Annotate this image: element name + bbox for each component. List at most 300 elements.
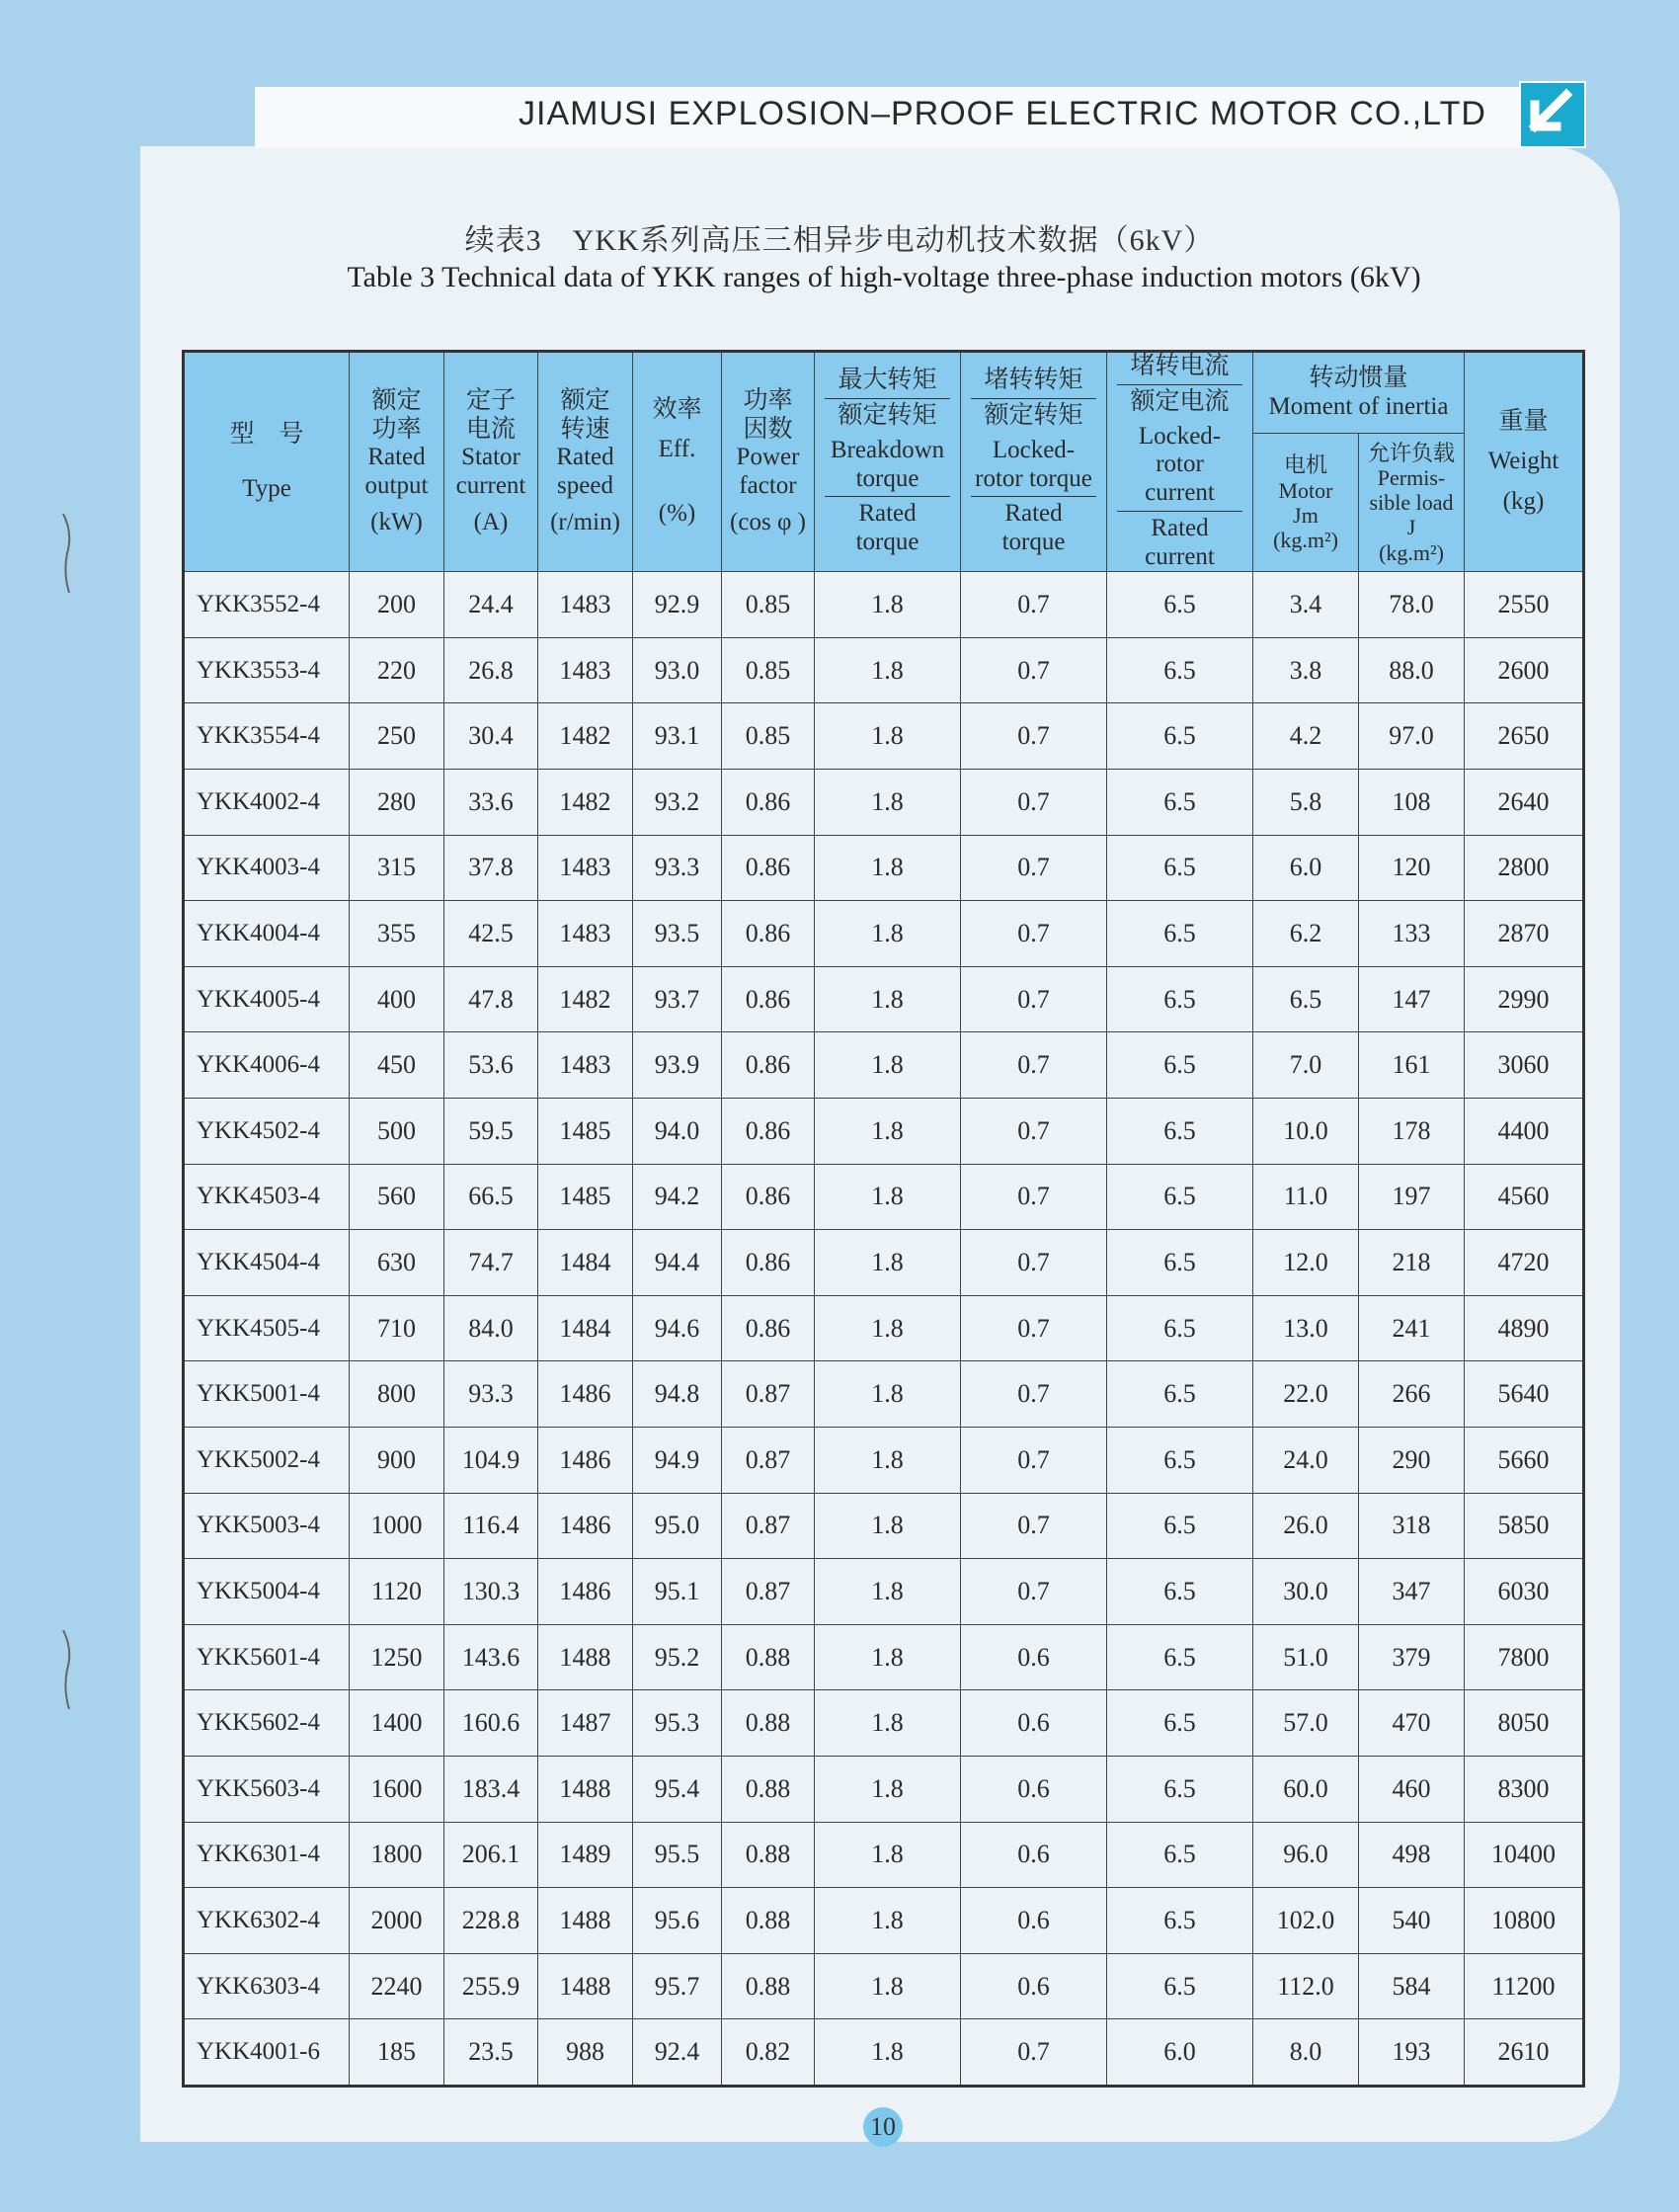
table-cell: 6.5 (1107, 1427, 1253, 1493)
table-cell: 4560 (1465, 1164, 1584, 1230)
table-cell: 6.0 (1107, 2019, 1253, 2087)
table-cell: 0.88 (722, 1888, 815, 1954)
table-cell: 0.85 (722, 572, 815, 638)
table-cell: 1486 (538, 1427, 633, 1493)
table-cell: 1483 (538, 901, 633, 967)
table-cell: 0.7 (961, 1099, 1107, 1165)
table-cell: 800 (350, 1361, 444, 1428)
table-cell: 630 (350, 1230, 444, 1296)
table-cell: 37.8 (444, 835, 538, 901)
table-cell: 33.6 (444, 770, 538, 836)
table-cell: 0.7 (961, 572, 1107, 638)
table-cell-type: YKK4006-4 (184, 1032, 350, 1099)
table-cell: 26.8 (444, 637, 538, 703)
table-row (184, 637, 1584, 703)
table-cell: 0.86 (722, 1164, 815, 1230)
table-cell: 6.5 (1107, 901, 1253, 967)
table-cell: 450 (350, 1032, 444, 1099)
table-cell: 228.8 (444, 1888, 538, 1954)
col-header-locked-rotor-current: 堵转电流 额定电流 Locked-rotor current Rated current (1107, 352, 1253, 572)
table-cell: 10400 (1465, 1822, 1584, 1888)
table-cell-type: YKK5001-4 (184, 1361, 350, 1428)
table-cell: 5850 (1465, 1493, 1584, 1559)
table-cell: 0.88 (722, 1690, 815, 1757)
table-cell: 133 (1359, 901, 1465, 967)
table-cell-type: YKK5004-4 (184, 1559, 350, 1625)
table-cell: 96.0 (1253, 1822, 1359, 1888)
table-cell: 560 (350, 1164, 444, 1230)
table-cell: 200 (350, 572, 444, 638)
table-cell: 7.0 (1253, 1032, 1359, 1099)
table-cell: 6.5 (1107, 1032, 1253, 1099)
table-cell: 97.0 (1359, 703, 1465, 770)
table-cell: 1000 (350, 1493, 444, 1559)
table-cell: 0.6 (961, 1888, 1107, 1954)
table-cell: 1.8 (815, 1756, 961, 1822)
table-cell: 1.8 (815, 1032, 961, 1099)
table-row (184, 1822, 1584, 1888)
table-cell: 0.7 (961, 703, 1107, 770)
table-cell: 0.87 (722, 1427, 815, 1493)
table-cell: 6.5 (1107, 1099, 1253, 1165)
table-cell: 315 (350, 835, 444, 901)
table-cell: 1.8 (815, 1953, 961, 2019)
table-cell-type: YKK4504-4 (184, 1230, 350, 1296)
table-cell: 8050 (1465, 1690, 1584, 1757)
table-cell-type: YKK5603-4 (184, 1756, 350, 1822)
table-cell: 147 (1359, 966, 1465, 1032)
table-cell: 116.4 (444, 1493, 538, 1559)
table-title-en: Table 3 Technical data of YKK ranges of high-voltage three-phase induction motors (6kV) (347, 261, 1421, 293)
table-cell: 30.0 (1253, 1559, 1359, 1625)
table-cell: 1485 (538, 1164, 633, 1230)
table-cell: 30.4 (444, 703, 538, 770)
table-cell: 206.1 (444, 1822, 538, 1888)
table-cell: 1400 (350, 1690, 444, 1757)
table-cell: 1488 (538, 1624, 633, 1690)
table-cell: 160.6 (444, 1690, 538, 1757)
table-cell: 584 (1359, 1953, 1465, 2019)
table-cell: 6.5 (1107, 1690, 1253, 1757)
table-cell: 93.5 (633, 901, 722, 967)
table-cell: 74.7 (444, 1230, 538, 1296)
table-cell: 0.87 (722, 1559, 815, 1625)
table-cell: 95.4 (633, 1756, 722, 1822)
table-cell: 1.8 (815, 1164, 961, 1230)
table-cell: 1.8 (815, 572, 961, 638)
table-cell: 1.8 (815, 835, 961, 901)
table-cell: 95.1 (633, 1559, 722, 1625)
table-cell-type: YKK4001-6 (184, 2019, 350, 2087)
table-cell: 1.8 (815, 637, 961, 703)
page-number: 10 (863, 2107, 903, 2147)
table-cell: 23.5 (444, 2019, 538, 2087)
table-cell: 6.5 (1107, 703, 1253, 770)
table-cell: 0.86 (722, 966, 815, 1032)
table-cell: 0.86 (722, 1295, 815, 1361)
table-cell-type: YKK4004-4 (184, 901, 350, 967)
table-cell: 3.8 (1253, 637, 1359, 703)
table-cell: 1800 (350, 1822, 444, 1888)
table-cell: 318 (1359, 1493, 1465, 1559)
table-cell: 1488 (538, 1953, 633, 2019)
table-cell: 1.8 (815, 901, 961, 967)
table-cell: 0.6 (961, 1690, 1107, 1757)
table-cell: 130.3 (444, 1559, 538, 1625)
table-cell: 266 (1359, 1361, 1465, 1428)
table-cell: 0.7 (961, 835, 1107, 901)
binding-staple-icon (59, 514, 75, 593)
table-cell: 2610 (1465, 2019, 1584, 2087)
table-cell: 0.7 (961, 1493, 1107, 1559)
table-cell: 7800 (1465, 1624, 1584, 1690)
table-cell: 6030 (1465, 1559, 1584, 1625)
table-cell: 94.6 (633, 1295, 722, 1361)
table-cell: 0.7 (961, 1427, 1107, 1493)
table-cell: 1485 (538, 1099, 633, 1165)
table-cell: 6.5 (1107, 637, 1253, 703)
table-cell: 0.6 (961, 1756, 1107, 1822)
table-cell: 6.5 (1107, 966, 1253, 1032)
table-row (184, 770, 1584, 836)
table-cell: 1486 (538, 1493, 633, 1559)
table-cell: 241 (1359, 1295, 1465, 1361)
table-cell: 1483 (538, 835, 633, 901)
table-cell: 95.5 (633, 1822, 722, 1888)
table-cell: 1600 (350, 1756, 444, 1822)
table-cell: 1488 (538, 1756, 633, 1822)
table-cell: 1.8 (815, 1624, 961, 1690)
table-cell: 1.8 (815, 703, 961, 770)
table-cell: 0.7 (961, 1164, 1107, 1230)
col-header-weight: 重量 Weight (kg) (1465, 352, 1584, 572)
col-header-inertia-load: 允许负载 Permis- sible load J (kg.m²) (1359, 434, 1465, 572)
table-row (184, 1624, 1584, 1690)
table-cell-type: YKK3553-4 (184, 637, 350, 703)
table-cell: 6.5 (1107, 1493, 1253, 1559)
table-cell: 95.0 (633, 1493, 722, 1559)
col-header-locked-rotor-torque: 堵转转矩 额定转矩 Locked- rotor torque Rated torque (961, 352, 1107, 572)
table-cell: 0.86 (722, 901, 815, 967)
table-cell: 0.87 (722, 1493, 815, 1559)
table-cell: 94.0 (633, 1099, 722, 1165)
table-cell: 400 (350, 966, 444, 1032)
table-title-cn: 续表3 YKK系列高压三相异步电动机技术数据（6kV） (464, 224, 1215, 257)
table-cell: 0.86 (722, 835, 815, 901)
table-cell: 6.5 (1107, 572, 1253, 638)
table-cell: 108 (1359, 770, 1465, 836)
table-cell: 92.4 (633, 2019, 722, 2087)
table-cell: 93.2 (633, 770, 722, 836)
table-cell: 94.2 (633, 1164, 722, 1230)
table-row (184, 835, 1584, 901)
col-header-breakdown-torque: 最大转矩 额定转矩 Breakdown torque Rated torque (815, 352, 961, 572)
table-cell: 93.3 (633, 835, 722, 901)
table-cell: 6.5 (1107, 1888, 1253, 1954)
table-cell: 94.9 (633, 1427, 722, 1493)
table-cell: 1.8 (815, 1427, 961, 1493)
table-cell-type: YKK6303-4 (184, 1953, 350, 2019)
col-header-type: 型 号 Type (184, 352, 350, 572)
table-cell: 280 (350, 770, 444, 836)
table-cell-type: YKK3552-4 (184, 572, 350, 638)
table-row (184, 572, 1584, 638)
table-cell: 10800 (1465, 1888, 1584, 1954)
table-cell: 1.8 (815, 1822, 961, 1888)
table-cell: 84.0 (444, 1295, 538, 1361)
table-cell: 6.5 (1107, 1756, 1253, 1822)
table-cell: 1483 (538, 572, 633, 638)
table-cell: 6.5 (1107, 835, 1253, 901)
table-cell: 347 (1359, 1559, 1465, 1625)
table-cell: 24.0 (1253, 1427, 1359, 1493)
table-cell: 3.4 (1253, 572, 1359, 638)
table-cell: 11200 (1465, 1953, 1584, 2019)
col-header-inertia-motor: 电机 Motor Jm (kg.m²) (1253, 434, 1359, 572)
table-cell: 6.5 (1107, 1559, 1253, 1625)
table-cell: 93.7 (633, 966, 722, 1032)
table-cell: 220 (350, 637, 444, 703)
table-cell: 1487 (538, 1690, 633, 1757)
table-cell: 6.5 (1107, 1953, 1253, 2019)
table-row (184, 1756, 1584, 1822)
table-row (184, 1295, 1584, 1361)
binding-staple-icon (59, 1630, 75, 1709)
table-cell: 1.8 (815, 2019, 961, 2087)
table-cell: 1482 (538, 770, 633, 836)
table-cell: 0.88 (722, 1953, 815, 2019)
table-cell-type: YKK5601-4 (184, 1624, 350, 1690)
table-cell: 1486 (538, 1361, 633, 1428)
table-cell: 0.7 (961, 966, 1107, 1032)
table-cell: 218 (1359, 1230, 1465, 1296)
table-cell: 540 (1359, 1888, 1465, 1954)
table-cell: 1.8 (815, 966, 961, 1032)
table-cell-type: YKK5003-4 (184, 1493, 350, 1559)
table-cell: 1.8 (815, 1493, 961, 1559)
col-header-current: 定子 电流 Stator current (A) (444, 352, 538, 572)
table-cell: 6.5 (1107, 1361, 1253, 1428)
table-cell: 94.4 (633, 1230, 722, 1296)
table-cell: 1120 (350, 1559, 444, 1625)
table-cell: 8300 (1465, 1756, 1584, 1822)
company-name: JIAMUSI EXPLOSION–PROOF ELECTRIC MOTOR CO.,LTD (519, 95, 1486, 132)
table-row (184, 1230, 1584, 1296)
table-cell: 1250 (350, 1624, 444, 1690)
table-cell-type: YKK5002-4 (184, 1427, 350, 1493)
table-cell: 2600 (1465, 637, 1584, 703)
table-cell: 60.0 (1253, 1756, 1359, 1822)
table-cell: 53.6 (444, 1032, 538, 1099)
table-row (184, 1361, 1584, 1428)
table-cell: 1483 (538, 1032, 633, 1099)
table-cell: 4.2 (1253, 703, 1359, 770)
table-cell: 1.8 (815, 1099, 961, 1165)
table-cell: 6.5 (1253, 966, 1359, 1032)
table-cell: 5.8 (1253, 770, 1359, 836)
table-cell: 5660 (1465, 1427, 1584, 1493)
table-cell: 0.85 (722, 637, 815, 703)
table-header (184, 352, 1584, 572)
table-cell: 6.0 (1253, 835, 1359, 901)
table-row (184, 703, 1584, 770)
table-cell: 1484 (538, 1295, 633, 1361)
table-cell: 0.86 (722, 1032, 815, 1099)
table-cell: 0.7 (961, 1361, 1107, 1428)
table-cell: 1.8 (815, 1295, 961, 1361)
table-cell: 0.7 (961, 2019, 1107, 2087)
table-cell: 197 (1359, 1164, 1465, 1230)
table-cell: 78.0 (1359, 572, 1465, 638)
table-row (184, 1953, 1584, 2019)
table-cell: 1.8 (815, 1361, 961, 1428)
table-cell: 183.4 (444, 1756, 538, 1822)
table-cell: 57.0 (1253, 1690, 1359, 1757)
table-cell: 460 (1359, 1756, 1465, 1822)
table-cell: 112.0 (1253, 1953, 1359, 2019)
table-cell: 0.7 (961, 1295, 1107, 1361)
col-header-speed: 额定 转速 Rated speed (r/min) (538, 352, 633, 572)
table-cell: 0.7 (961, 637, 1107, 703)
table-row (184, 1888, 1584, 1954)
table-cell: 93.3 (444, 1361, 538, 1428)
table-row (184, 966, 1584, 1032)
table-cell: 2550 (1465, 572, 1584, 638)
table-cell: 0.86 (722, 770, 815, 836)
table-cell: 0.7 (961, 901, 1107, 967)
table-cell: 0.7 (961, 770, 1107, 836)
table-cell: 104.9 (444, 1427, 538, 1493)
table-cell: 0.88 (722, 1822, 815, 1888)
table-cell: 88.0 (1359, 637, 1465, 703)
table-cell: 161 (1359, 1032, 1465, 1099)
table-cell: 1489 (538, 1822, 633, 1888)
table-cell: 710 (350, 1295, 444, 1361)
table-cell: 92.9 (633, 572, 722, 638)
table-row (184, 1559, 1584, 1625)
col-header-inertia: 转动惯量 Moment of inertia (1253, 352, 1465, 434)
table-row (184, 1690, 1584, 1757)
table-cell: 4890 (1465, 1295, 1584, 1361)
table-cell: 51.0 (1253, 1624, 1359, 1690)
table-cell-type: YKK5602-4 (184, 1690, 350, 1757)
table-cell: 95.2 (633, 1624, 722, 1690)
table-cell: 1.8 (815, 1888, 961, 1954)
table-cell-type: YKK4005-4 (184, 966, 350, 1032)
table-cell: 3060 (1465, 1032, 1584, 1099)
col-header-power-factor: 功率 因数 Power factor (cos φ ) (722, 352, 815, 572)
table-cell: 0.88 (722, 1624, 815, 1690)
table-cell: 0.6 (961, 1822, 1107, 1888)
table-row (184, 1164, 1584, 1230)
table-cell-type: YKK6301-4 (184, 1822, 350, 1888)
table-cell-type: YKK3554-4 (184, 703, 350, 770)
table-cell-type: YKK6302-4 (184, 1888, 350, 1954)
table-row (184, 1099, 1584, 1165)
table-cell: 6.5 (1107, 1164, 1253, 1230)
table-cell: 178 (1359, 1099, 1465, 1165)
table-cell: 6.2 (1253, 901, 1359, 967)
table-cell: 8.0 (1253, 2019, 1359, 2087)
table-cell: 10.0 (1253, 1099, 1359, 1165)
table-cell-type: YKK4502-4 (184, 1099, 350, 1165)
table-cell: 900 (350, 1427, 444, 1493)
table-cell: 4720 (1465, 1230, 1584, 1296)
table-body (184, 572, 1584, 2087)
table-cell: 6.5 (1107, 1624, 1253, 1690)
table-cell: 59.5 (444, 1099, 538, 1165)
table-cell: 1484 (538, 1230, 633, 1296)
table-cell: 255.9 (444, 1953, 538, 2019)
table-cell-type: YKK4003-4 (184, 835, 350, 901)
table-cell: 1.8 (815, 1690, 961, 1757)
col-header-output: 额定 功率 Rated output (kW) (350, 352, 444, 572)
table-cell: 102.0 (1253, 1888, 1359, 1954)
table-cell: 0.7 (961, 1032, 1107, 1099)
table-cell: 26.0 (1253, 1493, 1359, 1559)
table-cell: 6.5 (1107, 1295, 1253, 1361)
table-cell: 0.7 (961, 1559, 1107, 1625)
motor-data-table (182, 350, 1585, 2088)
table-cell: 143.6 (444, 1624, 538, 1690)
table-cell: 0.87 (722, 1361, 815, 1428)
table-cell: 498 (1359, 1822, 1465, 1888)
table-cell: 1.8 (815, 1230, 961, 1296)
table-cell: 0.82 (722, 2019, 815, 2087)
table-cell: 0.86 (722, 1230, 815, 1296)
table-cell: 47.8 (444, 966, 538, 1032)
table-cell: 0.6 (961, 1624, 1107, 1690)
table-cell: 95.6 (633, 1888, 722, 1954)
table-cell: 250 (350, 703, 444, 770)
table-row (184, 1493, 1584, 1559)
table-cell-type: YKK4002-4 (184, 770, 350, 836)
table-row (184, 2019, 1584, 2087)
table-cell: 2240 (350, 1953, 444, 2019)
table-cell-type: YKK4503-4 (184, 1164, 350, 1230)
table-cell: 1486 (538, 1559, 633, 1625)
table-cell: 355 (350, 901, 444, 967)
table-cell: 2650 (1465, 703, 1584, 770)
table-cell: 66.5 (444, 1164, 538, 1230)
table-cell: 500 (350, 1099, 444, 1165)
table-cell: 6.5 (1107, 1230, 1253, 1296)
table-cell: 2990 (1465, 966, 1584, 1032)
table-cell: 290 (1359, 1427, 1465, 1493)
table-cell: 0.86 (722, 1099, 815, 1165)
down-left-arrow-icon (1519, 81, 1586, 148)
table-cell: 95.7 (633, 1953, 722, 2019)
table-cell: 2800 (1465, 835, 1584, 901)
table-cell: 2000 (350, 1888, 444, 1954)
table-cell: 2870 (1465, 901, 1584, 967)
table-cell: 0.85 (722, 703, 815, 770)
table-cell: 11.0 (1253, 1164, 1359, 1230)
table-cell: 94.8 (633, 1361, 722, 1428)
table-cell: 1.8 (815, 770, 961, 836)
table-cell: 0.88 (722, 1756, 815, 1822)
table-cell: 42.5 (444, 901, 538, 967)
table-cell: 1483 (538, 637, 633, 703)
table-cell-type: YKK4505-4 (184, 1295, 350, 1361)
table-cell: 0.6 (961, 1953, 1107, 2019)
table-cell: 93.0 (633, 637, 722, 703)
table-cell: 1.8 (815, 1559, 961, 1625)
table-cell: 93.9 (633, 1032, 722, 1099)
table-cell: 2640 (1465, 770, 1584, 836)
table-cell: 470 (1359, 1690, 1465, 1757)
table-cell: 4400 (1465, 1099, 1584, 1165)
